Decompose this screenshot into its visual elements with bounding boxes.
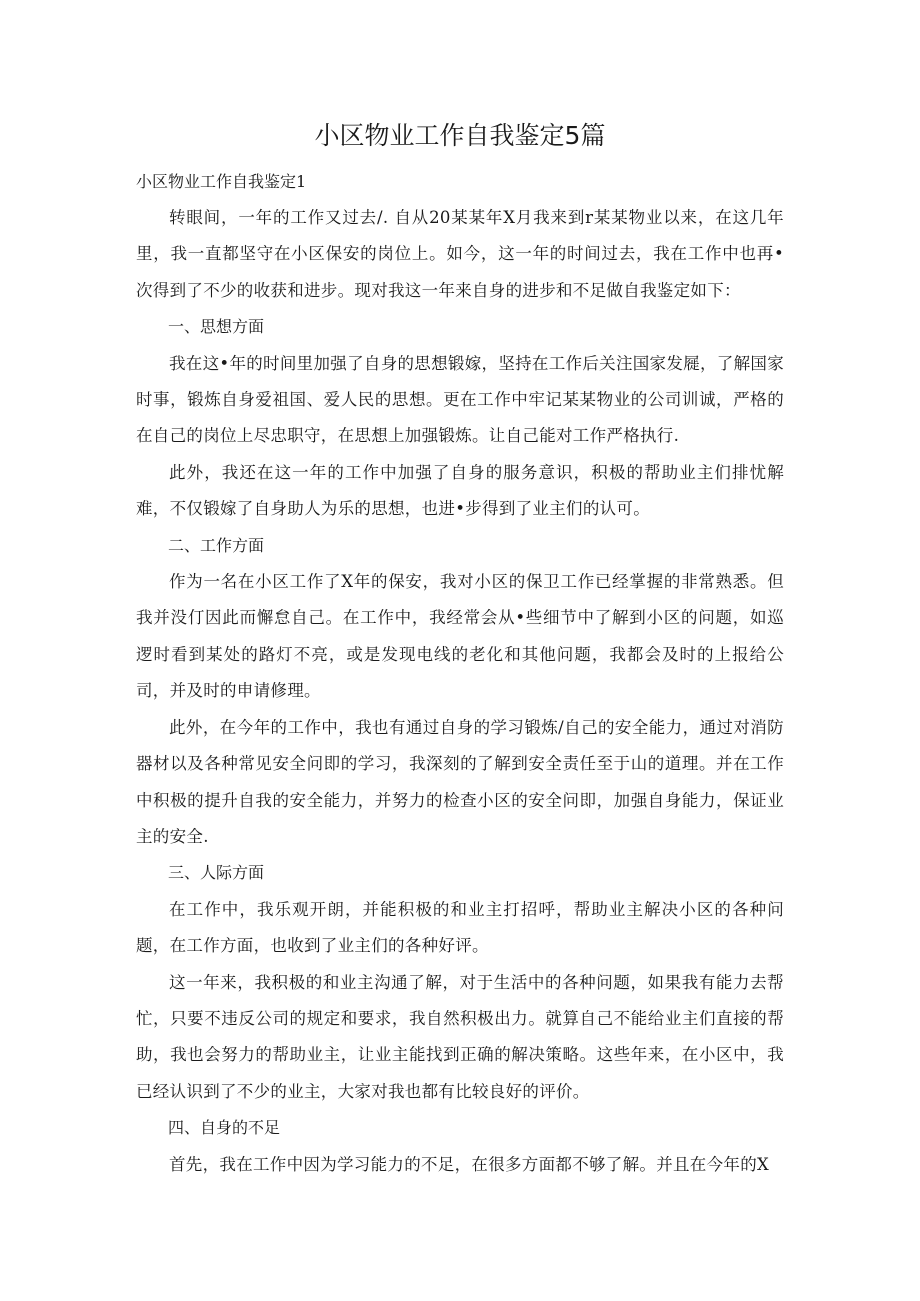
document-title: 小区物业工作自我鉴定5篇 xyxy=(314,121,606,150)
paragraph: 作为一名在小区工作了X年的保安，我对小区的保卫工作已经掌握的非常熟悉。但我并没仃因此而懈怠自己。在工作中，我经常会从•些细节中了解到小区的问题，如巡逻时看到某处的路灯不亮，或是发现电线的老化和其他问题，我都会及时的上报给公司，并及时的申请修理。 xyxy=(136,572,784,701)
section-heading: 一、思想方面 xyxy=(168,317,265,337)
paragraph: 我在这•年的时间里加强了自身的思想锻嫁，坚持在工作后关注国家发屣，了解国家时事，锻炼自身爱祖国、爱人民的思想。更在工作中牢记某某物业的公司训诚，严格的在自己的岗位上尽忠职守，在思想上加强锻炼。让自己能对工作严格执行. xyxy=(136,353,784,446)
document-body xyxy=(136,200,784,1183)
section-heading: 三、人际方面 xyxy=(168,863,265,883)
paragraph: 这一年来，我积极的和业主沟通了解，对于生活中的各种问题，如果我有能力去帮忙，只要不违反公司的规定和要求，我自然积极出力。就算自己不能给业主们直接的帮助，我也会努力的帮助业主，让业主能找到正确的解决策略。这些年来，在小区中，我已经认识到了不少的业主，大家对我也都有比较良好的评价。 xyxy=(136,972,784,1101)
section-subtitle: 小区物业工作自我鉴定1 xyxy=(136,172,307,191)
paragraph: 在工作中，我乐观开朗，并能积极的和业主打招呼，帮助业主解决小区的各种问题，在工作方面，也收到了业主们的各种好评。 xyxy=(136,899,784,956)
section-heading: 二、工作方面 xyxy=(168,535,265,555)
paragraph: 此外，在今年的工作中，我也有通过自身的学习锻炼/自己的安全能力，通过对消防器材以及各种常见安全问即的学习，我深刻的了解到安全责任至于山的道理。并在工作中积极的提升自我的安全能力，并努力的检查小区的安全问即，加强自身能力，保证业主的安全. xyxy=(136,717,784,846)
paragraph: 首先，我在工作中因为学习能力的不足，在很多方面都不够了解。并且在今年的X xyxy=(169,1154,770,1174)
paragraph: 此外，我还在这一年的工作中加强了自身的服务意识，积极的帮助业主们排忧解难，不仅锻嫁了自身助人为乐的思想，也进•步得到了业主们的认可。 xyxy=(136,462,784,519)
section-heading: 四、自身的不足 xyxy=(168,1118,281,1138)
paragraph: 转眼间，一年的工作又过去/. 自从20某某年X月我来到r某某物业以来，在这几年里，我一直都坚守在小区保安的岗位上。如今，这一年的时间过去，我在工作中也再•次得到了不少的收获和进步。现对我这一年来自身的进步和不足做自我鉴定如下： xyxy=(136,208,784,300)
